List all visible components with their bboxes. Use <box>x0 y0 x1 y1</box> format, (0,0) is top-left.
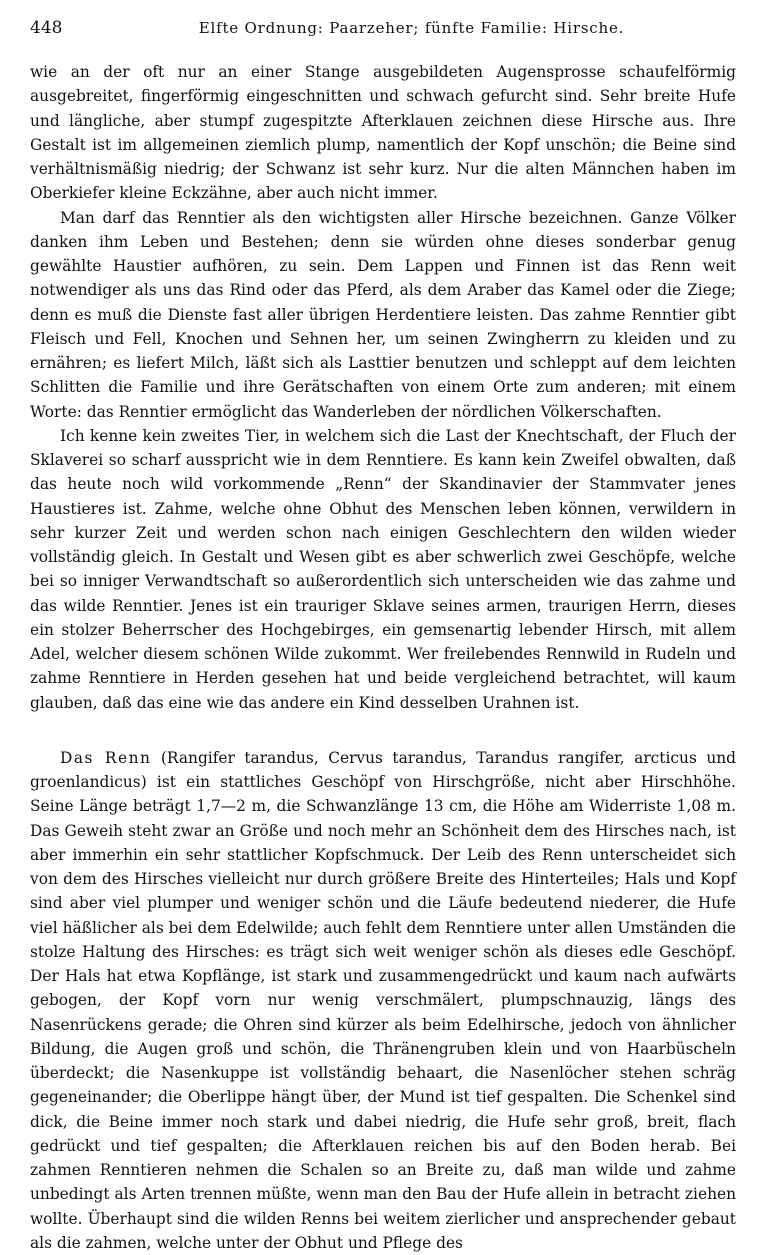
paragraph: Man darf das Renntier als den wichtigsten aller Hirsche bezeichnen. Ganze Völker danken ihm Leben und Bestehen; denn sie würden ohne dieses sonderbar genug gewählte Haustier aufhören, zu sein. Dem Lappen und Finnen ist das Renn weit notwendiger als uns das Rind oder das Pferd, als dem Araber das Kamel oder die Ziege; denn es muß die Dienste fast aller übrigen Herdentiere leisten. Das zahme Renntier gibt Fleisch und Fell, Knochen und Sehnen her, um seinen Zwingherrn zu kleiden und zu ernähren; es liefert Milch, läßt sich als Lasttier benutzen und schleppt auf dem leichten Schlitten die Familie und ihre Gerätschaften von einem Orte zum anderen; mit einem Worte: das Renntier ermöglicht das Wanderleben der nördlichen Völkerschaften. <box>30 208 736 421</box>
species-description: ist ein stattliches Geschöpf von Hirschgröße, nicht aber Hirschhöhe. Seine Länge beträgt 1,7—2 m, die Schwanzlänge 13 cm, die Höhe am Widerriste 1,08 m. Das Geweih steht zwar an Größe und noch mehr an Schönheit dem des Hirsches nach, ist aber immerhin ein sehr stattlicher Kopfschmuck. Der Leib des Renn unterscheidet sich von dem des Hirsches vielleicht nur durch größere Breite des Hinterteiles; Hals und Kopf sind aber viel plumper und weniger schön und die Läufe bedeutend niederer, die Hufe viel häßlicher als bei dem Edelwilde; auch fehlt dem Renntiere unter allen Umständen die stolze Haltung des Hirsches: es trägt sich weit weniger schön als dieses edle Geschöpf. Der Hals hat etwa Kopflänge, ist stark und zusammengedrückt und kaum nach aufwärts gebogen, der Kopf vorn nur wenig verschmälert, plumpschnauzig, längs des Nasenrückens gerade; die Ohren sind kürzer als beim Edelhirsche, jedoch von ähnlicher Bildung, die Augen groß und schön, die Thränengruben klein und von Haarbüscheln überdeckt; die Nasenkuppe ist vollständig behaart, die Nasenlöcher stehen schräg gegeneinander; die Oberlippe hängt über, der Mund ist tief gespalten. Die Schenkel sind dick, die Beine immer noch stark und dabei niedrig, die Hufe sehr groß, breit, flach gedrückt und tief gespalten; die Afterklauen reichen bis auf den Boden herab. Bei zahmen Renntieren nehmen die Schalen so an Breite zu, daß man wilde und zahme unbedingt als Arten trennen müßte, wenn man den Bau der Hufe allein in betracht ziehen wollte. Überhaupt sind die wilden Renns bei weitem zierlicher und ansprechender gebaut als die zahmen, welche unter der Obhut und Pflege des <box>30 773 736 1252</box>
paragraph-continuation: wie an der oft nur an einer Stange ausgebildeten Augensprosse schaufelförmig ausgebreitet, fingerförmig eingeschnitten und schwach gefurcht sind. Sehr breite Hufe und längliche, aber stumpf zugespitzte Afterklauen zeichnen diese Hirsche aus. Ihre Gestalt ist im allgemeinen ziemlich plump, namentlich der Kopf unschön; die Beine sind verhältnismäßig niedrig; der Schwanz ist sehr kurz. Nur die alten Männchen haben im Oberkiefer kleine Eckzähne, aber auch nicht immer. <box>30 63 736 203</box>
page-header <box>30 14 733 46</box>
section-gap <box>30 715 736 746</box>
running-head: Elfte Ordnung: Paarzeher; fünfte Familie: Hirsche. <box>198 19 625 37</box>
page-number: 448 <box>30 18 63 38</box>
species-latin-names: (Rangifer tarandus, Cervus tarandus, Tarandus rangifer, arcticus und groenlandicus) <box>30 748 736 791</box>
body-text <box>30 60 736 1255</box>
species-title: Das Renn <box>60 748 152 767</box>
species-paragraph <box>30 746 736 1255</box>
paragraph: Ich kenne kein zweites Tier, in welchem sich die Last der Knechtschaft, der Fluch der Sklaverei so scharf ausspricht wie in dem Renntiere. Es kann kein Zweifel obwalten, daß das heute noch wild vorkommende „Renn“ der Skandinavier der Stammvater jenes Haustieres ist. Zahme, welche ohne Obhut des Menschen leben können, verwildern in sehr kurzer Zeit und werden schon nach einigen Geschlechtern den wilden wieder vollständig gleich. In Gestalt und Wesen gibt es aber schwerlich zwei Geschöpfe, welche bei so inniger Verwandtschaft so außerordentlich sich unterscheiden wie das zahme und das wilde Renntier. Jenes ist ein trauriger Sklave seines armen, traurigen Herrn, dieses ein stolzer Beherrscher des Hochgebirges, ein gemsenartig lebender Hirsch, mit allem Adel, welcher diesem schönen Wilde zukommt. Wer freilebendes Rennwild in Rudeln und zahme Renntiere in Herden gesehen hat und beide vergleichend betrachtet, will kaum glauben, daß das eine wie das andere ein Kind desselben Urahnen ist. <box>30 426 736 712</box>
